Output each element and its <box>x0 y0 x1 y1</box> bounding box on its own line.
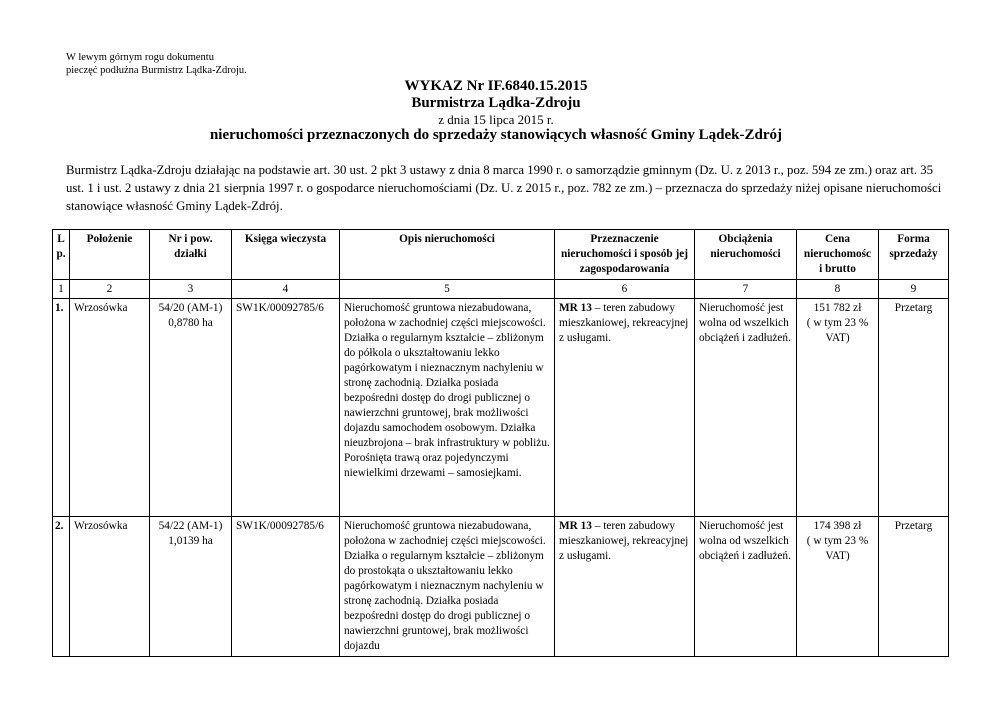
column-number: 9 <box>879 280 949 299</box>
purpose-text: – teren zabudowy mieszkaniowej, rekreacyjnej z usługami. <box>559 302 689 344</box>
header-lp: L p. <box>53 230 70 280</box>
column-number: 6 <box>555 280 695 299</box>
price-value: 151 782 zł <box>813 302 862 314</box>
purpose-code: MR 13 <box>559 302 592 314</box>
price-vat: ( w tym 23 % VAT) <box>806 317 869 344</box>
plot-area: 1,0139 ha <box>168 535 213 547</box>
column-number: 4 <box>232 280 340 299</box>
document-number: WYKAZ Nr IF.6840.15.2015 <box>404 78 588 94</box>
purpose-code: MR 13 <box>559 520 592 532</box>
header-purpose: Przeznaczenie nieruchomości i sposób jej zagospodarowania <box>555 230 695 280</box>
row-sale-form: Przetarg <box>879 517 949 657</box>
row-purpose <box>555 517 695 657</box>
row-land-register: SW1K/00092785/6 <box>232 299 340 517</box>
plot-area: 0,8780 ha <box>168 317 213 329</box>
row-description: Nieruchomość gruntowa niezabudowana, położona w zachodniej części miejscowości. Działka o regularnym kształcie – zbliżonym do półkola o ukształtowaniu lekko pagórkowatym i nieznacznym nachyleniu w stronę zachodnią. Działka posiada bezpośredni dostęp do drogi publicznej o nawierzchni gruntowej, brak możliwości dojazdu samochodem osobowym. Działka nieuzbrojona – brak infrastruktury w pobliżu. Porośnięta trawą oraz pojedynczymi niewielkimi drzewami – samosiejkami. <box>340 299 555 517</box>
header-land-register: Księga wieczysta <box>232 230 340 280</box>
row-sale-form: Przetarg <box>879 299 949 517</box>
column-number: 3 <box>150 280 232 299</box>
document-date: z dnia 15 lipca 2015 r. <box>438 112 554 127</box>
row-description: Nieruchomość gruntowa niezabudowana, położona w zachodniej części miejscowości. Działka o regularnym kształcie – zbliżonym do prostokąta o ukształtowaniu lekko pagórkowatym i nieznacznym nachyleniu w stronę zachodnią. Działka posiada bezpośredni dostęp do drogi publicznej o nawierzchni gruntowej, brak możliwości dojazdu <box>340 517 555 657</box>
purpose-text: – teren zabudowy mieszkaniowej, rekreacyjnej z usługami. <box>559 520 689 562</box>
row-location: Wrzosówka <box>70 517 150 657</box>
row-lp: 1. <box>53 299 70 517</box>
column-number: 8 <box>797 280 879 299</box>
column-number: 2 <box>70 280 150 299</box>
column-number: 7 <box>695 280 797 299</box>
header-sale-form: Forma sprzedaży <box>879 230 949 280</box>
document-heading <box>0 78 992 144</box>
row-price <box>797 517 879 657</box>
row-purpose <box>555 299 695 517</box>
document-subject: nieruchomości przeznaczonych do sprzedaży stanowiących własność Gminy Lądek-Zdrój <box>209 127 783 143</box>
price-vat: ( w tym 23 % VAT) <box>806 535 869 562</box>
property-table <box>52 229 949 657</box>
header-price: Cena nieruchomośc i brutto <box>797 230 879 280</box>
row-encumbrance: Nieruchomość jest wolna od wszelkich obciążeń i zadłużeń. <box>695 517 797 657</box>
plot-number: 54/20 (AM-1) <box>158 302 223 314</box>
issuer: Burmistrza Lądka-Zdroju <box>411 95 581 111</box>
row-encumbrance: Nieruchomość jest wolna od wszelkich obciążeń i zadłużeń. <box>695 299 797 517</box>
stamp-note <box>66 51 247 77</box>
column-number: 1 <box>53 280 70 299</box>
price-value: 174 398 zł <box>813 520 862 532</box>
stamp-note-line: W lewym górnym rogu dokumentu <box>66 52 214 63</box>
plot-number: 54/22 (AM-1) <box>158 520 223 532</box>
row-price <box>797 299 879 517</box>
table-row <box>53 517 949 657</box>
header-plot: Nr i pow. działki <box>150 230 232 280</box>
row-lp: 2. <box>53 517 70 657</box>
row-location: Wrzosówka <box>70 299 150 517</box>
header-encumbrance: Obciążenia nieruchomości <box>695 230 797 280</box>
header-location: Położenie <box>70 230 150 280</box>
column-number-row <box>53 280 949 299</box>
column-number: 5 <box>340 280 555 299</box>
stamp-note-line: pieczęć podłużna Burmistrz Lądka-Zdroju. <box>66 65 247 76</box>
row-plot <box>150 517 232 657</box>
table-row <box>53 299 949 517</box>
row-land-register: SW1K/00092785/6 <box>232 517 340 657</box>
header-description: Opis nieruchomości <box>340 230 555 280</box>
table-header-row <box>53 230 949 280</box>
intro-paragraph: Burmistrz Lądka-Zdroju działając na podstawie art. 30 ust. 2 pkt 3 ustawy z dnia 8 marca 1990 r. o samorządzie gminnym (Dz. U. z 2013 r., poz. 594 ze zm.) oraz art. 35 ust. 1 i ust. 2 ustawy z dnia 21 sierpnia 1997 r. o gospodarce nieruchomościami (Dz. U. z 2015 r., poz. 782 ze zm.) – przeznacza do sprzedaży niżej opisane nieruchomości stanowiące własność Gminy Lądek-Zdrój. <box>66 163 942 213</box>
row-plot <box>150 299 232 517</box>
